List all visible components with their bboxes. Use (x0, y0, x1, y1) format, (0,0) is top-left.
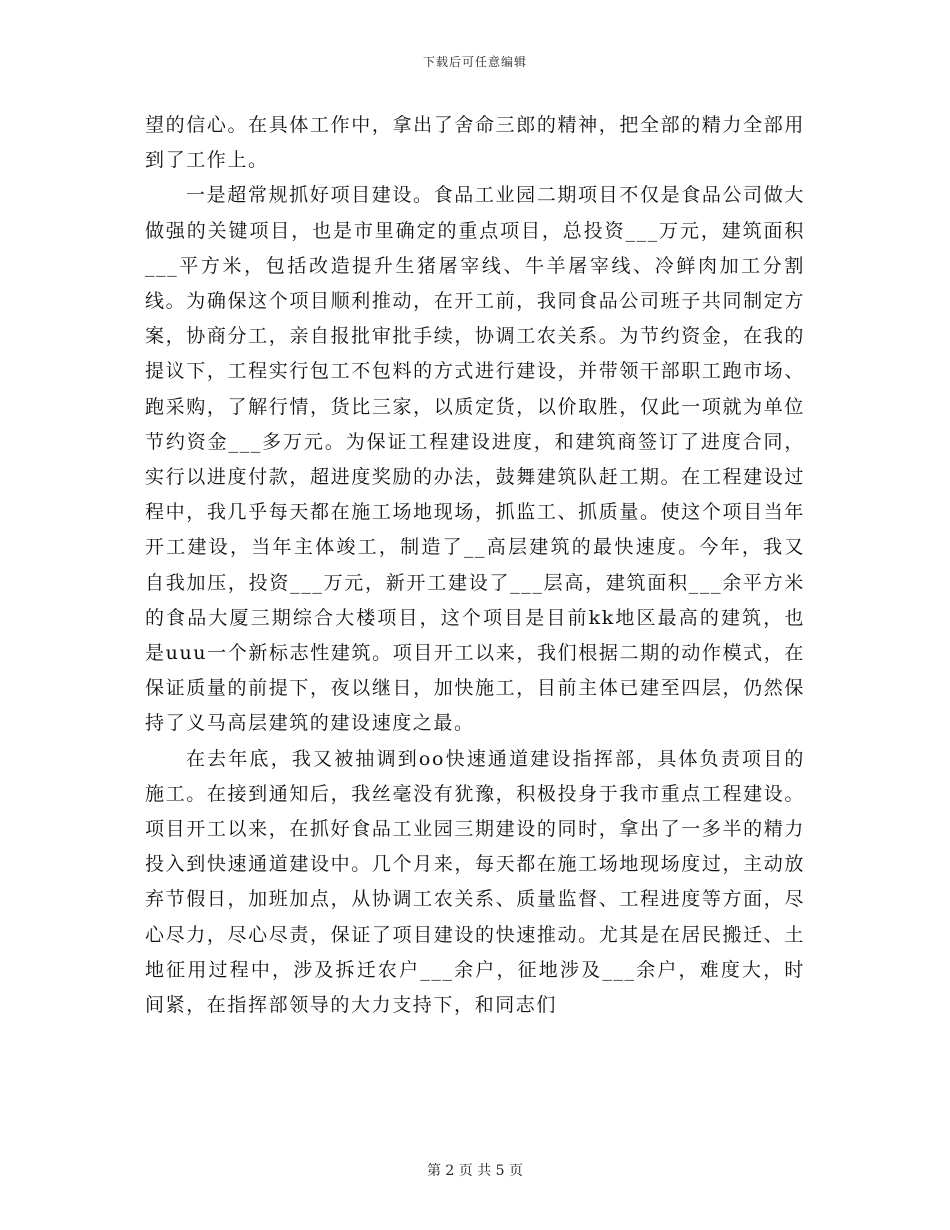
paragraph-2: 一是超常规抓好项目建设。食品工业园二期项目不仅是食品公司做大做强的关键项目，也是市里确定的重点项目，总投资___万元，建筑面积___平方米，包括改造提升生猪屠宰线、牛羊屠宰线、冷鲜肉加工分割线。为确保这个项目顺利推动，在开工前，我同食品公司班子共同制定方案，协商分工，亲自报批审批手续，协调工农关系。为节约资金，在我的提议下，工程实行包工不包料的方式进行建设，并带领干部职工跑市场、跑采购，了解行情，货比三家，以质定货，以价取胜，仅此一项就为单位节约资金___多万元。为保证工程建设进度，和建筑商签订了进度合同，实行以进度付款，超进度奖励的办法，鼓舞建筑队赶工期。在工程建设过程中，我几乎每天都在施工场地现场，抓监工、抓质量。使这个项目当年开工建设，当年主体竣工，制造了__高层建筑的最快速度。今年，我又自我加压，投资___万元，新开工建设了___层高，建筑面积___余平方米的食品大厦三期综合大楼项目，这个项目是目前kk地区最高的建筑，也是uuu一个新标志性建筑。项目开工以来，我们根据二期的动作模式，在保证质量的前提下，夜以继日，加快施工，目前主体已建至四层，仍然保持了义马高层建筑的建设速度之最。 (145, 184, 805, 735)
document-body (145, 108, 805, 1023)
page-number: 第 2 页 共 5 页 (426, 1163, 524, 1179)
paragraph-1: 望的信心。在具体工作中，拿出了舍命三郎的精神，把全部的精力全部用到了工作上。 (145, 114, 805, 172)
page-header: 下载后可任意编辑 (422, 55, 527, 69)
paragraph-3: 在去年底，我又被抽调到oo快速通道建设指挥部，具体负责项目的施工。在接到通知后，我丝毫没有犹豫，积极投身于我市重点工程建设。项目开工以来，在抓好食品工业园三期建设的同时，拿出了一多半的精力投入到快速通道建设中。几个月来，每天都在施工场地现场度过，主动放弃节假日，加班加点，从协调工农关系、质量监督、工程进度等方面，尽心尽力，尽心尽责，保证了项目建设的快速推动。尤其是在居民搬迁、土地征用过程中，涉及拆迁农户___余户，征地涉及___余户，难度大，时间紧，在指挥部领导的大力支持下，和同志们 (145, 747, 805, 1017)
